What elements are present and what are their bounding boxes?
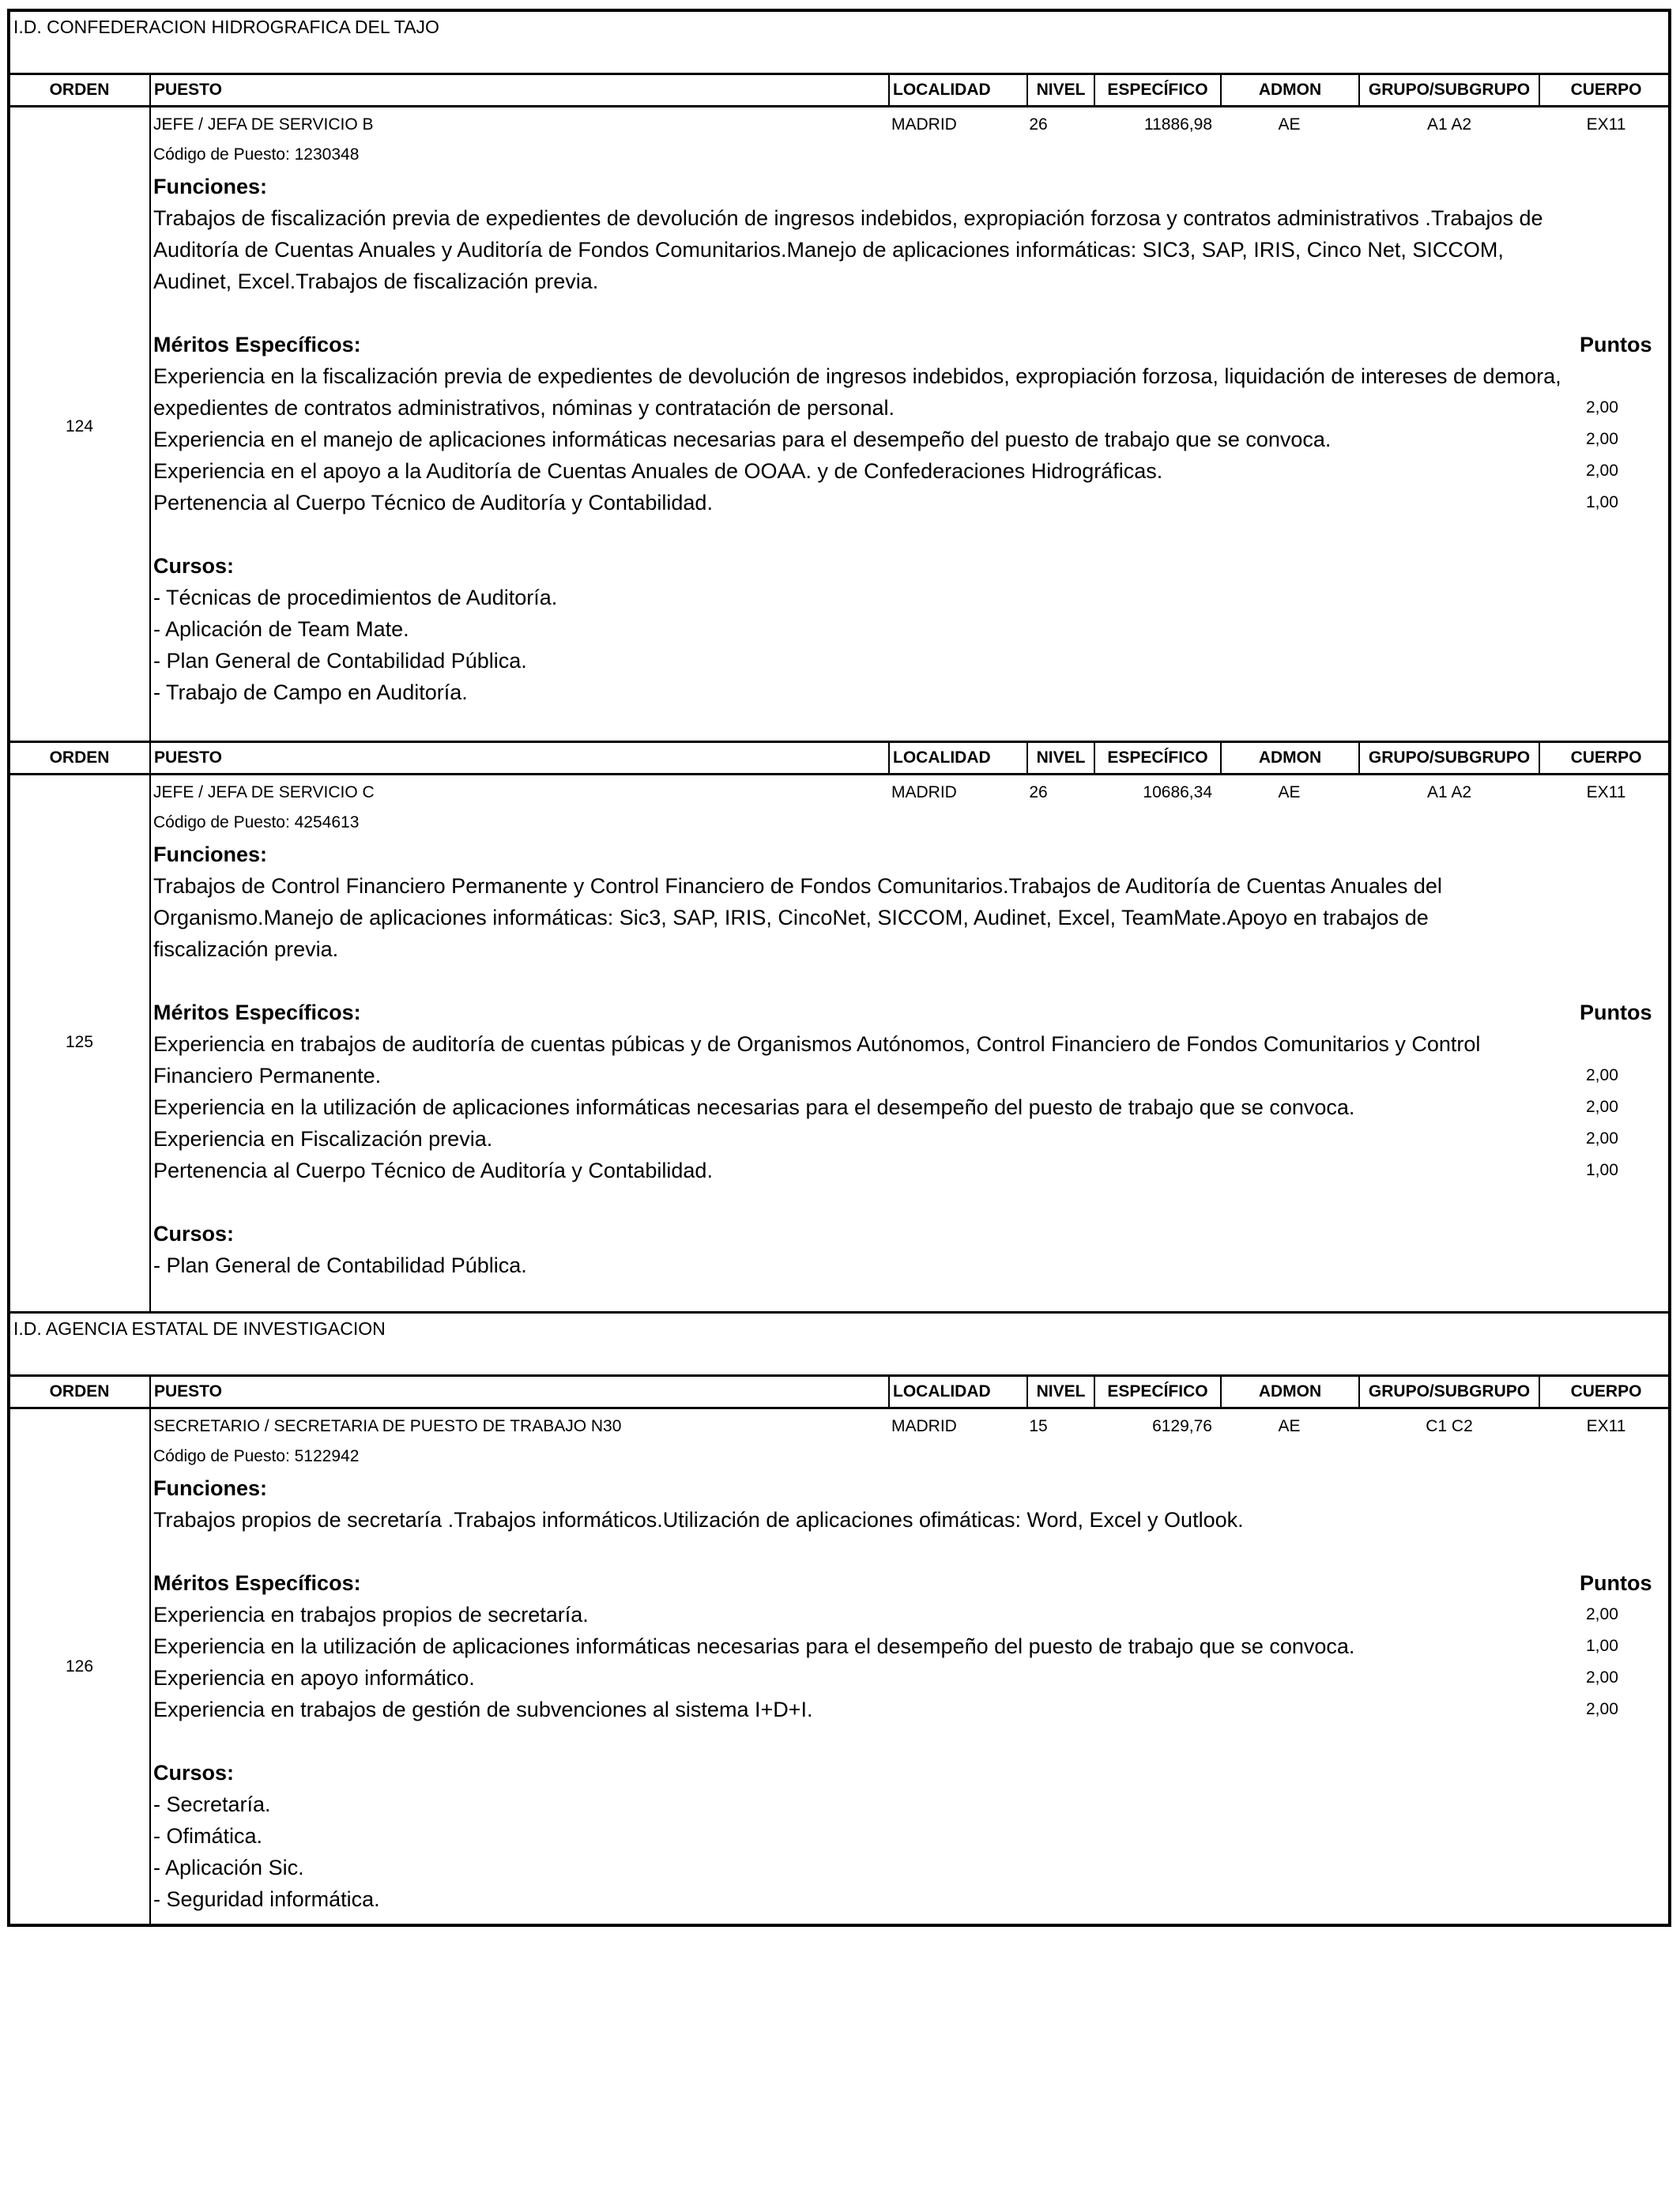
merit-points: 2,00	[1586, 1668, 1618, 1687]
merit-item	[153, 1694, 1671, 1725]
merit-text: Pertenencia al Cuerpo Técnico de Auditoría y Contabilidad.	[153, 491, 713, 515]
curso-item: - Ofimática.	[153, 1824, 263, 1848]
job-entry	[10, 775, 1668, 1314]
merit-points: 2,00	[1586, 1066, 1618, 1084]
cursos-heading: Cursos:	[153, 1761, 235, 1785]
orden-value: 125	[65, 1033, 94, 1051]
cursos-heading: Cursos:	[153, 1222, 235, 1246]
document-table	[7, 9, 1671, 1927]
header-puesto: PUESTO	[149, 743, 888, 773]
admon-value: AE	[1278, 783, 1301, 801]
merit-item	[153, 1630, 1671, 1662]
merit-item	[153, 360, 1671, 424]
merit-text: Experiencia en apoyo informático.	[153, 1666, 475, 1690]
admon-value: AE	[1278, 1417, 1301, 1435]
curso-item: - Aplicación Sic.	[153, 1856, 304, 1879]
merit-points: 2,00	[1586, 1700, 1618, 1718]
merit-points: 2,00	[1586, 462, 1618, 480]
merit-text: Experiencia en trabajos de auditoría de cuentas púbicas y de Organismos Autónomos, Control Financiero de Fondos Comunitarios y Control Financiero Permanente.	[153, 1032, 1481, 1088]
job-entry	[10, 1409, 1668, 1924]
job-row	[153, 775, 1671, 807]
funciones-heading: Funciones:	[153, 1476, 268, 1500]
merit-text: Pertenencia al Cuerpo Técnico de Auditoría y Contabilidad.	[153, 1159, 713, 1182]
header-orden: ORDEN	[49, 1382, 110, 1400]
grupo-value: C1 C2	[1426, 1417, 1473, 1435]
curso-item: - Plan General de Contabilidad Pública.	[153, 649, 527, 673]
header-localidad: LOCALIDAD	[888, 743, 1026, 773]
grupo-value: A1 A2	[1426, 115, 1472, 134]
puntos-heading: Puntos	[1580, 333, 1652, 356]
header-grupo: GRUPO/SUBGRUPO	[1358, 743, 1540, 773]
header-orden: ORDEN	[49, 748, 110, 767]
merit-points: 2,00	[1586, 398, 1618, 417]
merit-text: Experiencia en la utilización de aplicaciones informáticas necesarias para el desempeño del puesto de trabajo que se convoca.	[153, 1634, 1355, 1658]
curso-item: - Trabajo de Campo en Auditoría.	[153, 680, 468, 704]
header-cuerpo: CUERPO	[1570, 748, 1642, 767]
header-orden: ORDEN	[49, 81, 110, 99]
merit-text: Experiencia en la fiscalización previa de expedientes de devolución de ingresos indebidos, expropiación forzosa, liquidación de intereses de demora, expedientes de contratos administrativos, nóminas y contratación de personal.	[153, 364, 1561, 420]
header-nivel: NIVEL	[1026, 75, 1094, 105]
orden-value: 124	[65, 417, 94, 435]
especifico-value: 11886,98	[1143, 115, 1212, 134]
codigo-puesto: Código de Puesto: 5122942	[153, 1447, 360, 1465]
codigo-puesto: Código de Puesto: 4254613	[153, 813, 360, 831]
puesto-name: JEFE / JEFA DE SERVICIO C	[153, 783, 375, 801]
meritos-heading: Méritos Específicos:	[153, 1001, 361, 1024]
curso-item: - Seguridad informática.	[153, 1887, 380, 1911]
nivel-value: 15	[1029, 1417, 1048, 1435]
header-localidad: LOCALIDAD	[888, 1377, 1026, 1407]
merit-item	[153, 1599, 1671, 1630]
merit-item	[153, 455, 1671, 487]
job-entry	[10, 107, 1668, 743]
merit-item	[153, 424, 1671, 455]
header-nivel: NIVEL	[1026, 743, 1094, 773]
meritos-heading: Méritos Específicos:	[153, 1571, 361, 1595]
job-row	[153, 1409, 1671, 1441]
funciones-text: Trabajos de Control Financiero Permanente y Control Financiero de Fondos Comunitarios.Trabajos de Auditoría de Cuentas Anuales del Organismo.Manejo de aplicaciones informáticas: Sic3, SAP, IRIS, CincoNet, SICCOM, Audinet, Excel, TeamMate.Apoyo en trabajos de fiscalización previa.	[153, 874, 1442, 961]
admon-value: AE	[1278, 115, 1301, 134]
header-localidad: LOCALIDAD	[888, 75, 1026, 105]
especifico-value: 10686,34	[1143, 783, 1212, 801]
merit-text: Experiencia en el manejo de aplicaciones informáticas necesarias para el desempeño del puesto de trabajo que se convoca.	[153, 428, 1332, 451]
puesto-name: SECRETARIO / SECRETARIA DE PUESTO DE TRABAJO N30	[153, 1417, 622, 1435]
merit-points: 2,00	[1586, 1605, 1618, 1623]
localidad-value: MADRID	[891, 115, 957, 134]
merit-item	[153, 487, 1671, 518]
nivel-value: 26	[1029, 783, 1048, 801]
localidad-value: MADRID	[891, 783, 957, 801]
section-title: I.D. AGENCIA ESTATAL DE INVESTIGACION	[10, 1314, 1668, 1377]
merit-points: 2,00	[1586, 1098, 1618, 1116]
merit-text: Experiencia en Fiscalización previa.	[153, 1127, 493, 1151]
header-cuerpo: CUERPO	[1570, 1382, 1642, 1400]
merit-points: 1,00	[1586, 1161, 1618, 1179]
section-title: I.D. CONFEDERACION HIDROGRAFICA DEL TAJO	[10, 12, 1668, 75]
merit-item	[153, 1155, 1671, 1186]
puntos-heading: Puntos	[1580, 1001, 1652, 1024]
codigo-puesto: Código de Puesto: 1230348	[153, 145, 360, 164]
especifico-value: 6129,76	[1152, 1417, 1212, 1435]
header-admon: ADMON	[1220, 1377, 1358, 1407]
meritos-heading: Méritos Específicos:	[153, 333, 361, 356]
column-header-row	[10, 1377, 1668, 1409]
merit-points: 1,00	[1586, 1637, 1618, 1655]
header-admon: ADMON	[1220, 743, 1358, 773]
grupo-value: A1 A2	[1426, 783, 1472, 801]
merit-item	[153, 1028, 1671, 1091]
cursos-heading: Cursos:	[153, 554, 235, 578]
orden-value: 126	[65, 1657, 94, 1676]
header-especifico: ESPECÍFICO	[1094, 743, 1220, 773]
localidad-value: MADRID	[891, 1417, 957, 1435]
merit-points: 2,00	[1586, 1129, 1618, 1148]
column-header-row	[10, 743, 1668, 775]
header-nivel: NIVEL	[1026, 1377, 1094, 1407]
merit-text: Experiencia en trabajos de gestión de subvenciones al sistema I+D+I.	[153, 1698, 813, 1721]
curso-item: - Aplicación de Team Mate.	[153, 617, 409, 641]
merit-points: 1,00	[1586, 493, 1618, 511]
job-row	[153, 107, 1671, 139]
curso-item: - Plan General de Contabilidad Pública.	[153, 1253, 527, 1277]
merit-text: Experiencia en el apoyo a la Auditoría de Cuentas Anuales de OOAA. y de Confederaciones Hidrográficas.	[153, 459, 1163, 483]
puntos-heading: Puntos	[1580, 1571, 1652, 1595]
header-puesto: PUESTO	[149, 75, 888, 105]
cuerpo-value: EX11	[1586, 115, 1626, 134]
curso-item: - Técnicas de procedimientos de Auditoría.	[153, 586, 558, 609]
header-cuerpo: CUERPO	[1570, 81, 1642, 99]
cuerpo-value: EX11	[1586, 783, 1626, 801]
header-grupo: GRUPO/SUBGRUPO	[1358, 75, 1540, 105]
merit-item	[153, 1123, 1671, 1155]
merit-item	[153, 1662, 1671, 1694]
cuerpo-value: EX11	[1586, 1417, 1626, 1435]
puesto-name: JEFE / JEFA DE SERVICIO B	[153, 115, 374, 134]
funciones-heading: Funciones:	[153, 843, 268, 866]
nivel-value: 26	[1029, 115, 1048, 134]
header-puesto: PUESTO	[149, 1377, 888, 1407]
merit-text: Experiencia en la utilización de aplicaciones informáticas necesarias para el desempeño del puesto de trabajo que se convoca.	[153, 1095, 1355, 1119]
header-grupo: GRUPO/SUBGRUPO	[1358, 1377, 1540, 1407]
funciones-text: Trabajos propios de secretaría .Trabajos informáticos.Utilización de aplicaciones ofimáticas: Word, Excel y Outlook.	[153, 1508, 1244, 1532]
funciones-text: Trabajos de fiscalización previa de expedientes de devolución de ingresos indebidos, expropiación forzosa y contratos administrativos .Trabajos de Auditoría de Cuentas Anuales y Auditoría de Fondos Comunitarios.Manejo de aplicaciones informáticas: SIC3, SAP, IRIS, Cinco Net, SICCOM, Audinet, Excel.Trabajos de fiscalización previa.	[153, 206, 1543, 293]
funciones-heading: Funciones:	[153, 175, 268, 198]
header-especifico: ESPECÍFICO	[1094, 1377, 1220, 1407]
merit-points: 2,00	[1586, 430, 1618, 448]
curso-item: - Secretaría.	[153, 1793, 271, 1816]
header-especifico: ESPECÍFICO	[1094, 75, 1220, 105]
merit-item	[153, 1091, 1671, 1123]
header-admon: ADMON	[1220, 75, 1358, 105]
merit-text: Experiencia en trabajos propios de secretaría.	[153, 1603, 589, 1627]
column-header-row	[10, 75, 1668, 107]
